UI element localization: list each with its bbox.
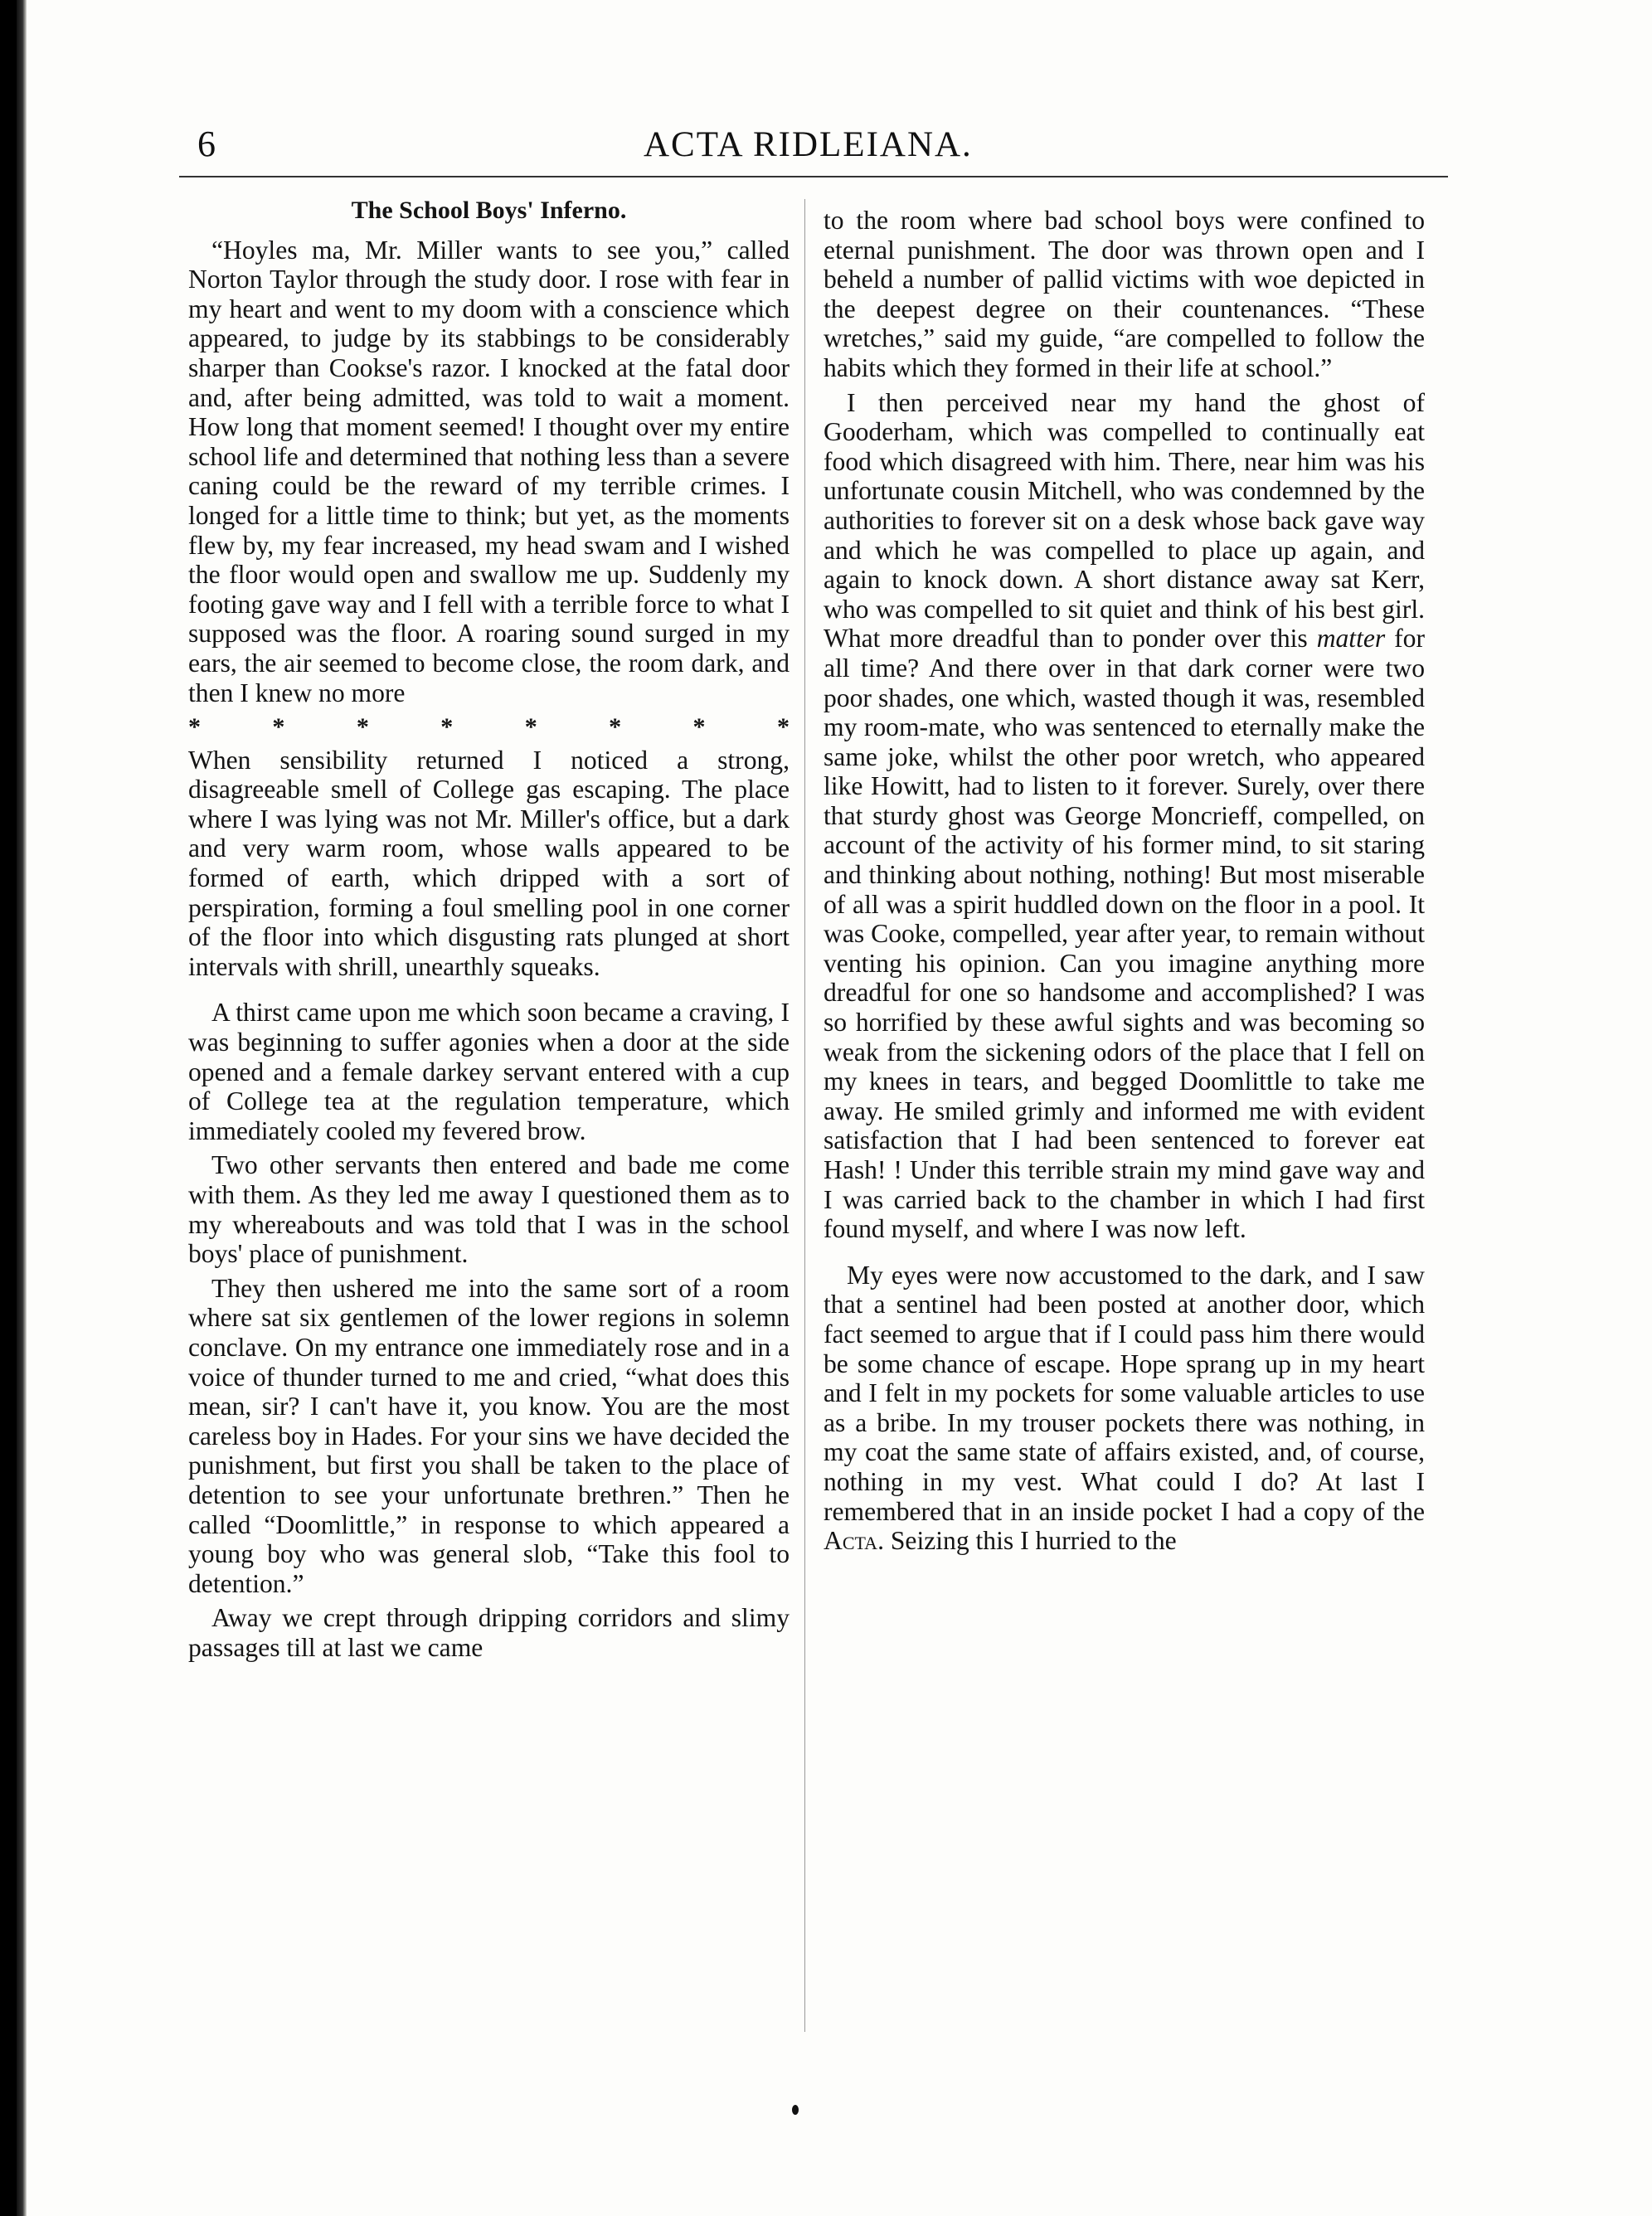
italic-word: matter: [1316, 624, 1386, 654]
left-column: [188, 196, 790, 1668]
star: *: [524, 713, 537, 741]
column-divider: [804, 199, 805, 2032]
page-spine-shadow: [17, 0, 27, 2216]
paragraph: A thirst came upon me which soon became a craving, I was beginning to suffer agonies when a door at the side opened and a female darkey servant entered with a cup of College tea at the regulation temperature, which immediately cooled my fevered brow.: [188, 998, 790, 1145]
paragraph: to the room where bad school boys were confined to eternal punishment. The door was thrown open and I beheld a number of pallid victims with woe depicted in the deepest degree on their countenances. “These wretches,” said my guide, “are compelled to follow the habits which they formed in their life at school.”: [824, 206, 1425, 382]
star: *: [440, 713, 454, 741]
star: *: [692, 713, 706, 741]
paragraph: Two other servants then entered and bade me come with them. As they led me away I questioned them as to my whereabouts and was told that I was in the school boys' place of punishment.: [188, 1150, 790, 1269]
paragraph-text: . Seizing this I hurried to the: [877, 1526, 1177, 1556]
paragraph-text: My eyes were now accustomed to the dark, and I saw that a sentinel had been posted at another door, which fact seemed to argue that if I could pass him there would be some chance of escape. Hope sprang up in my heart and I felt in my pockets for some valuable articles to use as a bribe. In my trouser pockets there was nothing, in my coat the same state of affairs existed, and, of course, nothing in my vest. What could I do? At last I remembered that in an inside pocket I had a copy of the: [824, 1260, 1425, 1526]
star: *: [272, 713, 285, 741]
star: *: [609, 713, 622, 741]
page-header: [179, 123, 1448, 173]
page-number: 6: [197, 124, 216, 164]
paragraph-text: for all time? And there over in that dark corner were two poor shades, one which, wasted though it was, resembled my room-mate, who was sentenced to eternally make the same joke, whilst the other poor wretch, who appeared like Howitt, had to listen to it forever. Surely, over there that sturdy ghost was George Moncrieff, compelled, on account of the activity of his former mind, to sit staring and thinking about nothing, nothing! But most miserable of all was a spirit huddled down on the floor in a pool. It was Cooke, compelled, year after year, to remain without venting his opinion. Can you imagine anything more dreadful for one so handsome and accomplished? I was so horrified by these awful sights and was becoming so weak from the sickening odors of the place that I fell on my knees in tears, and begged Doomlittle to take me away. He smiled grimly and informed me with evident satisfaction that I had been sentenced to forever eat Hash! ! Under this terrible strain my mind gave way and I was carried back to the chamber in which I had first found myself, and where I was now left.: [824, 624, 1425, 1244]
paragraph: “Hoyles ma, Mr. Miller wants to see you,” called Norton Taylor through the study door. I rose with fear in my heart and went to my doom with a conscience which appeared, to judge by its stabbings to be considerably sharper than Cookse's razor. I knocked at the fatal door and, after being admitted, was told to wait a moment. How long that moment seemed! I thought over my entire school life and determined that nothing less than a severe caning could be the reward of my terrible crimes. I longed for a little time to think; but yet, as the moments flew by, my fear increased, my head swam and I wished the floor would open and swallow me up. Suddenly my footing gave way and I fell with a terrible force to what I supposed was the floor. A roaring sound surged in my ears, the air seemed to become close, the room dark, and then I knew no more: [188, 235, 790, 707]
ink-dot: [792, 2105, 799, 2115]
paragraph: They then ushered me into the same sort of a room where sat six gentlemen of the lower regions in solemn conclave. On my entrance one immediately rose and in a voice of thunder turned to me and cried, “what does this mean, sir? I can't have it, you know. You are the most careless boy in Hades. For your sins we have decided the punishment, but first you shall be taken to the place of detention to see your unfortunate brethren.” Then he called “Doomlittle,” in response to which appeared a young boy who was general slob, “Take this fool to detention.”: [188, 1273, 790, 1598]
right-column: [824, 206, 1425, 1561]
paragraph: Away we crept through dripping corridors and slimy passages till at last we came: [188, 1603, 790, 1662]
star: *: [188, 713, 201, 741]
paragraph-text: I then perceived near my hand the ghost of Gooderham, which was compelled to continually eat food which disagreed with him. There, near him was his unfortunate cousin Mitchell, who was condemned by the authorities to forever sit on a desk whose back gave way and which he was compelled to place up again, and again to knock down. A short distance away sat Kerr, who was compelled to sit quiet and think of his best girl. What more dreadful than to ponder over this: [824, 387, 1425, 654]
article-title: The School Boys' Inferno.: [351, 197, 627, 224]
newspaper-page: [17, 0, 1652, 2216]
star: *: [356, 713, 369, 741]
running-title: ACTA RIDLEIANA.: [644, 125, 973, 164]
section-break-stars: [188, 712, 790, 742]
paragraph: [824, 388, 1425, 1244]
header-rule: [179, 176, 1448, 177]
star: *: [776, 713, 790, 741]
paragraph: [824, 1261, 1425, 1556]
publication-name: Acta: [824, 1526, 878, 1556]
paragraph: When sensibility returned I noticed a strong, disagreeable smell of College gas escaping. The place where I was lying was not Mr. Miller's office, but a dark and very warm room, whose walls appeared to be formed of earth, which dripped with a sort of perspiration, forming a foul smelling pool in one corner of the floor into which disgusting rats plunged at short intervals with shrill, unearthly squeaks.: [188, 745, 790, 981]
